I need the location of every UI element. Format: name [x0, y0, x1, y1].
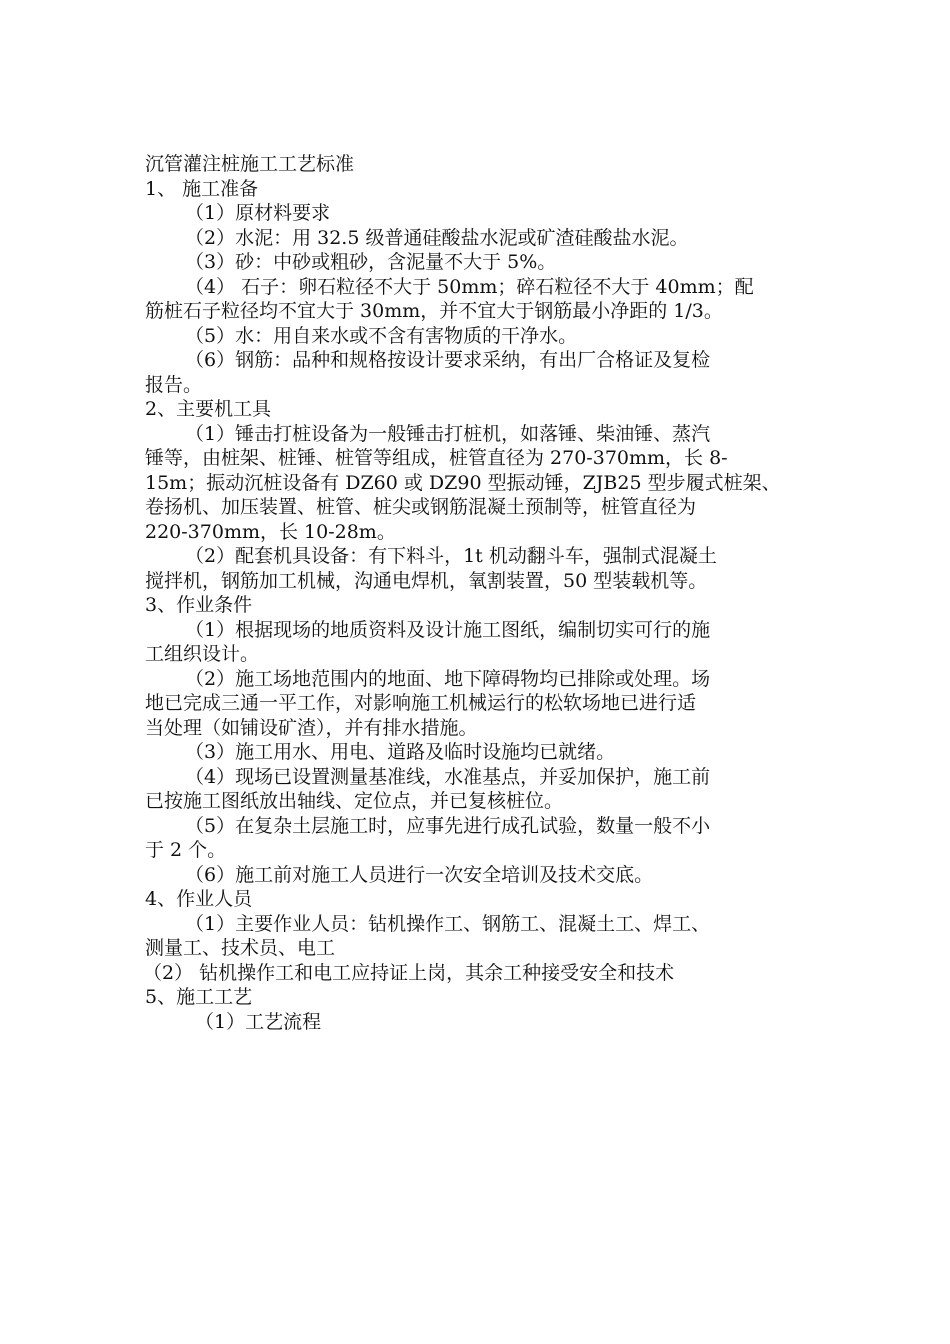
text-line: （3）施工用水、用电、道路及临时设施均已就绪。 [185, 741, 616, 763]
text-line: 3、作业条件 [145, 594, 253, 616]
text-line: 2、主要机工具 [145, 398, 272, 420]
text-line: 15m；振动沉桩设备有 DZ60 或 DZ90 型振动锤，ZJB25 型步履式桩架、 [145, 471, 781, 494]
text-line: （1）锤击打桩设备为一般锤击打桩机，如落锤、柴油锤、蒸汽 [185, 422, 711, 445]
text-line: 锤等，由桩架、桩锤、桩管等组成，桩管直径为 270-370mm，长 8- [145, 447, 728, 469]
text-line: （1）主要作业人员：钻机操作工、钢筋工、混凝土工、焊工、 [185, 912, 711, 935]
text-line: （1）工艺流程 [195, 1010, 322, 1033]
text-line: 工组织设计。 [145, 643, 260, 665]
text-line: 4、作业人员 [145, 888, 253, 910]
text-line: （3）砂：中砂或粗砂，含泥量不大于 5%。 [185, 251, 557, 273]
text-line: 地已完成三通一平工作，对影响施工机械运行的松软场地已进行适 [145, 692, 697, 714]
text-line: （4） 石子：卵石粒径不大于 50mm；碎石粒径不大于 40mm；配 [185, 275, 754, 298]
text-line: 于 2 个。 [145, 839, 227, 861]
text-line: （2）配套机具设备：有下料斗，1t 机动翻斗车，强制式混凝土 [185, 545, 717, 567]
text-line: （6）施工前对施工人员进行一次安全培训及技术交底。 [185, 863, 654, 886]
text-line: （4）现场已设置测量基准线，水准基点，并妥加保护，施工前 [185, 765, 711, 788]
text-line: （5）在复杂土层施工时，应事先进行成孔试验，数量一般不小 [185, 814, 711, 837]
text-line: 测量工、技术员、电工 [145, 937, 336, 959]
text-line: （2） 钻机操作工和电工应持证上岗，其余工种接受安全和技术 [143, 961, 675, 984]
text-line: 搅拌机，钢筋加工机械，沟通电焊机，氧割装置，50 型装载机等。 [145, 569, 708, 592]
document-lines [145, 177, 825, 1035]
text-line: 5、施工工艺 [145, 986, 253, 1008]
text-line: （1）原材料要求 [185, 202, 331, 224]
text-line: （6）钢筋：品种和规格按设计要求采纳，有出厂合格证及复检 [185, 349, 711, 371]
text-line: （5）水：用自来水或不含有害物质的干净水。 [185, 324, 578, 347]
document-title: 沉管灌注桩施工工艺标准 [145, 153, 355, 175]
text-line: 当处理（如铺设矿渣），并有排水措施。 [145, 716, 478, 739]
text-line: 筋桩石子粒径均不宜大于 30mm，并不宜大于钢筋最小净距的 1/3。 [145, 300, 723, 322]
text-line: 报告。 [145, 373, 203, 396]
text-line: 1、 施工准备 [145, 177, 259, 200]
text-line: 已按施工图纸放出轴线、定位点，并已复核桩位。 [145, 790, 564, 812]
text-line: （2）施工场地范围内的地面、地下障碍物均已排除或处理。场 [185, 667, 711, 690]
text-line: 220-370mm，长 10-28m。 [145, 520, 396, 543]
text-line: （1）根据现场的地质资料及设计施工图纸，编制切实可行的施 [185, 618, 711, 641]
document-body [145, 152, 825, 1034]
text-line: （2）水泥：用 32.5 级普通硅酸盐水泥或矿渣硅酸盐水泥。 [185, 226, 689, 249]
text-line: 卷扬机、加压装置、桩管、桩尖或钢筋混凝土预制等，桩管直径为 [145, 496, 697, 518]
